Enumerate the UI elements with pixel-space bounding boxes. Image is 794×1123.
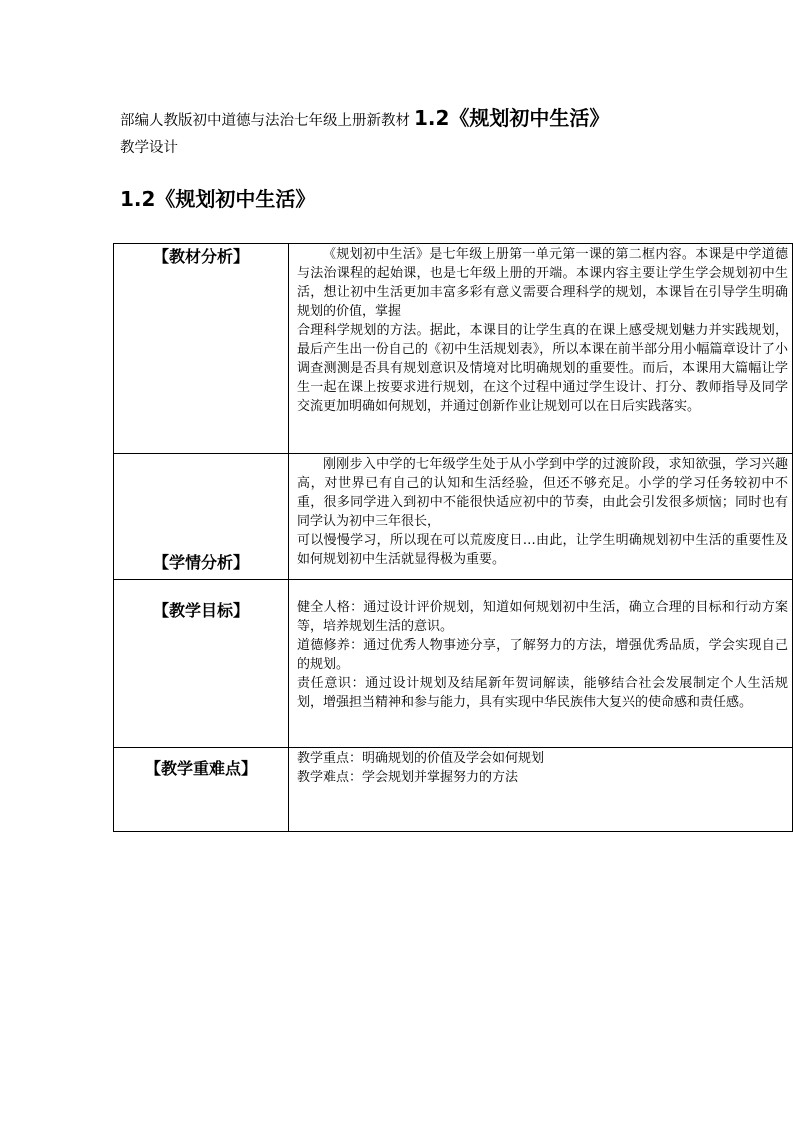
row-content <box>289 454 793 580</box>
header-lesson-title: 1.2《规划初中生活》 <box>414 106 610 130</box>
row-content <box>289 244 793 454</box>
paragraph: 道德修养：通过优秀人物事迹分享，了解努力的方法，增强优秀品质，学会实现自己的规划。 <box>297 638 788 672</box>
table-row-student-analysis <box>114 454 793 580</box>
row-label-text: 【学情分析】 <box>152 553 249 572</box>
row-label <box>114 580 289 748</box>
header-prefix: 部编人教版初中道德与法治七年级上册新教材 <box>120 113 410 129</box>
row-label-text: 【教学重难点】 <box>144 759 257 778</box>
table-row-key-difficult-points <box>114 748 793 832</box>
row-content <box>289 748 793 832</box>
table-row-textbook-analysis <box>114 244 793 454</box>
page-title: 1.2《规划初中生活》 <box>120 187 316 211</box>
paragraph: 刚刚步入中学的七年级学生处于从小学到中学的过渡阶段，求知欲强，学习兴趣高，对世界已有自己的认知和生活经验，但还不够充足。小学的学习任务较初中不重，很多同学进入到初中不能很快适应初中的节奏，由此会引发很多烦恼；同时也有同学认为初中三年很长， <box>297 457 788 529</box>
row-label <box>114 748 289 832</box>
paragraph: 《规划初中生活》是七年级上册第一单元第一课的第二框内容。本课是中学道德与法治课程的起始课，也是七年级上册的开端。本课内容主要让学生学会规划初中生活，想让初中生活更加丰富多彩有意义需要合理科学的规划，本课旨在引导学生明确规划的价值，掌握 <box>297 247 788 319</box>
paragraph: 教学重点：明确规划的价值及学会如何规划 <box>297 751 545 766</box>
paragraph: 合理科学规划的方法。据此，本课目的让学生真的在课上感受规划魅力并实践规划，最后产生出一份自己的《初中生活规划表》，所以本课在前半部分用小幅篇章设计了小调查测测是否具有规划意识及情境对比明确规划的重要性。而后，本课用大篇幅让学生一起在课上按要求进行规划，在这个过程中通过学生设计、打分、教师指导及同学交流更加明确如何规划，并通过创新作业让规划可以在日后实践落实。 <box>297 323 788 414</box>
teaching-design-table <box>113 243 793 832</box>
row-label-text: 【教学目标】 <box>152 601 249 620</box>
document-header <box>120 106 780 133</box>
paragraph: 可以慢慢学习，所以现在可以荒废度日…由此，让学生明确规划初中生活的重要性及如何规划初中生活就显得极为重要。 <box>297 533 788 567</box>
table-row-teaching-goals <box>114 580 793 748</box>
row-label <box>114 244 289 454</box>
row-label <box>114 454 289 580</box>
row-label-text: 【教材分析】 <box>152 247 249 266</box>
header-subtitle: 教学设计 <box>120 140 178 156</box>
paragraph: 教学难点：学会规划并掌握努力的方法 <box>297 770 519 785</box>
row-content <box>289 580 793 748</box>
paragraph: 责任意识：通过设计规划及结尾新年贺词解读，能够结合社会发展制定个人生活规划，增强担当精神和参与能力，具有实现中华民族伟大复兴的使命感和责任感。 <box>297 676 788 710</box>
paragraph: 健全人格：通过设计评价规划，知道如何规划初中生活，确立合理的目标和行动方案等，培养规划生活的意识。 <box>297 600 788 634</box>
